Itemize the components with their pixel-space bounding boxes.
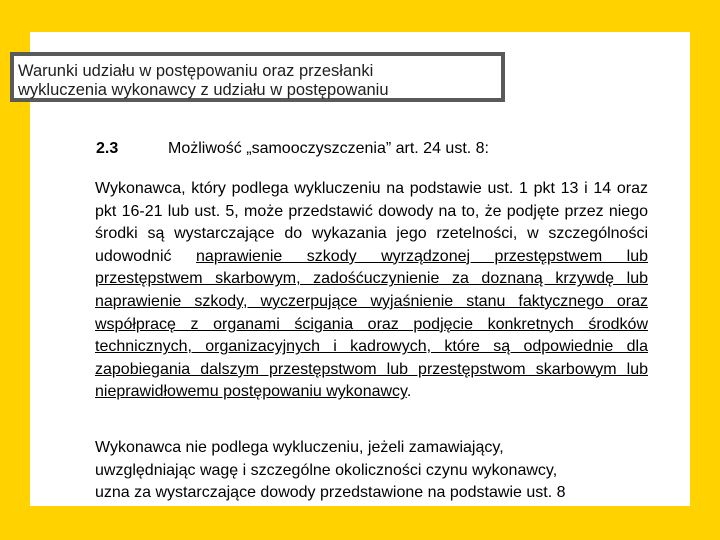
paragraph-no-exclusion: Wykonawca nie podlega wykluczeniu, jeżeli zamawiający, uwzględniając wagę i szczególne okoliczności czynu wykonawcy, uzna za wystarczające dowody przedstawione na podstawie ust. 8 — [95, 439, 566, 502]
paragraph-plain-text: Wykonawca, który podlega wykluczeniu na podstawie ust. 1 pkt 13 i 14 oraz pkt 16-21 lub ust. 5, może przedstawić dowody na to, że podjęte przez niego środki są wystarczające do wykazania jego rzetelności, w szczególności udowodnić — [95, 180, 648, 265]
paragraph-self-cleaning — [95, 178, 648, 404]
paragraph-end: . — [406, 383, 412, 401]
slide-title: Warunki udziału w postępowaniu oraz przesłanki wykluczenia wykonawcy z udziału w postępowaniu — [10, 52, 505, 102]
paragraph-underlined-text: naprawienie szkody wyrządzonej przestępstwem lub przestępstwem skarbowym, zadośćuczynienie za doznaną krzywdę lub naprawienie szkody, wyczerpujące wyjaśnienie stanu faktycznego oraz współpracę z organami ścigania oraz podjęcie konkretnych środków technicznych, organizacyjnych i kadrowych, które są odpowiednie dla zapobiegania dalszym przestępstwom lub przestępstwom skarbowym lub nieprawidłowemu postępowaniu wykonawcy — [95, 247, 648, 401]
section-number: 2.3 — [96, 140, 119, 157]
section-title: Możliwość „samooczyszczenia” art. 24 ust. 8: — [168, 140, 489, 157]
